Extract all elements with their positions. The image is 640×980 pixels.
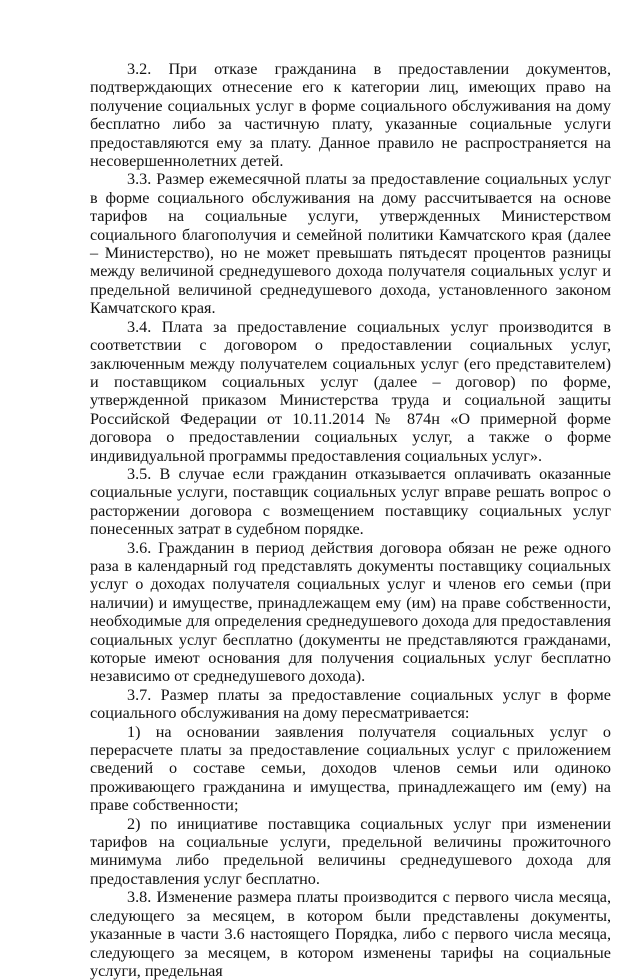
paragraph-3-8: 3.8. Изменение размера платы производится с первого числа месяца, следующего за месяцем, в котором были представлены документы, указанные в части 3.6 настоящего Порядка, либо с первого числа месяца, следующего за месяцем, в котором изменены тарифы на социальные услуги, предельная xyxy=(90,888,611,980)
paragraph-3-4: 3.4. Плата за предоставление социальных услуг производится в соответствии с договором о предоставлении социальных услуг, заключенным между получателем социальных услуг (его представителем) и поставщиком социальных услуг (далее – договор) по форме, утвержденной приказом Министерства труда и социальной защиты Российской Федерации от 10.11.2014 № 874н «О примерной форме договора о предоставлении социальных услуг, а также о форме индивидуальной программы предоставления социальных услуг». xyxy=(90,317,611,465)
document-page xyxy=(90,60,611,980)
paragraph-3-3: 3.3. Размер ежемесячной платы за предоставление социальных услуг в форме социального обслуживания на дому рассчитывается на основе тарифов на социальные услуги, утвержденных Министерством социального благополучия и семейной политики Камчатского края (далее – Министерство), но не может превышать пятьдесят процентов разницы между величиной среднедушевого дохода получателя социальных услуг и предельной величиной среднедушевого дохода, установленного законом Камчатского края. xyxy=(90,170,611,318)
paragraph-3-7: 3.7. Размер платы за предоставление социальных услуг в форме социального обслуживания на дому пересматривается: xyxy=(90,685,611,723)
paragraph-3-5: 3.5. В случае если гражданин отказывается оплачивать оказанные социальные услуги, поставщик социальных услуг вправе решать вопрос о расторжении договора с возмещением поставщику социальных услуг понесенных затрат в судебном порядке. xyxy=(90,464,611,539)
list-item-1: 1) на основании заявления получателя социальных услуг о перерасчете платы за предоставление социальных услуг с приложением сведений о составе семьи, доходов членов семьи или одиноко проживающего гражданина и имущества, принадлежащего им (ему) на праве собственности; xyxy=(90,722,611,815)
paragraph-3-2: 3.2. При отказе гражданина в предоставлении документов, подтверждающих отнесение его к категории лиц, имеющих право на получение социальных услуг в форме социального обслуживания на дому бесплатно либо за частичную плату, указанные социальные услуги предоставляются ему за плату. Данное правило не распространяется на несовершеннолетних детей. xyxy=(90,60,611,171)
paragraph-3-6: 3.6. Гражданин в период действия договора обязан не реже одного раза в календарный год представлять документы поставщику социальных услуг о доходах получателя социальных услуг и членов его семьи (при наличии) и имуществе, принадлежащем ему (им) на праве собственности, необходимые для определения среднедушевого дохода для предоставления социальных услуг бесплатно (документы не представляются гражданами, которые имеют основания для получения социальных услуг бесплатно независимо от среднедушевого дохода). xyxy=(90,538,611,686)
list-item-2: 2) по инициативе поставщика социальных услуг при изменении тарифов на социальные услуги, предельной величины прожиточного минимума либо предельной величины среднедушевого дохода для предоставления услуг бесплатно. xyxy=(90,814,611,888)
